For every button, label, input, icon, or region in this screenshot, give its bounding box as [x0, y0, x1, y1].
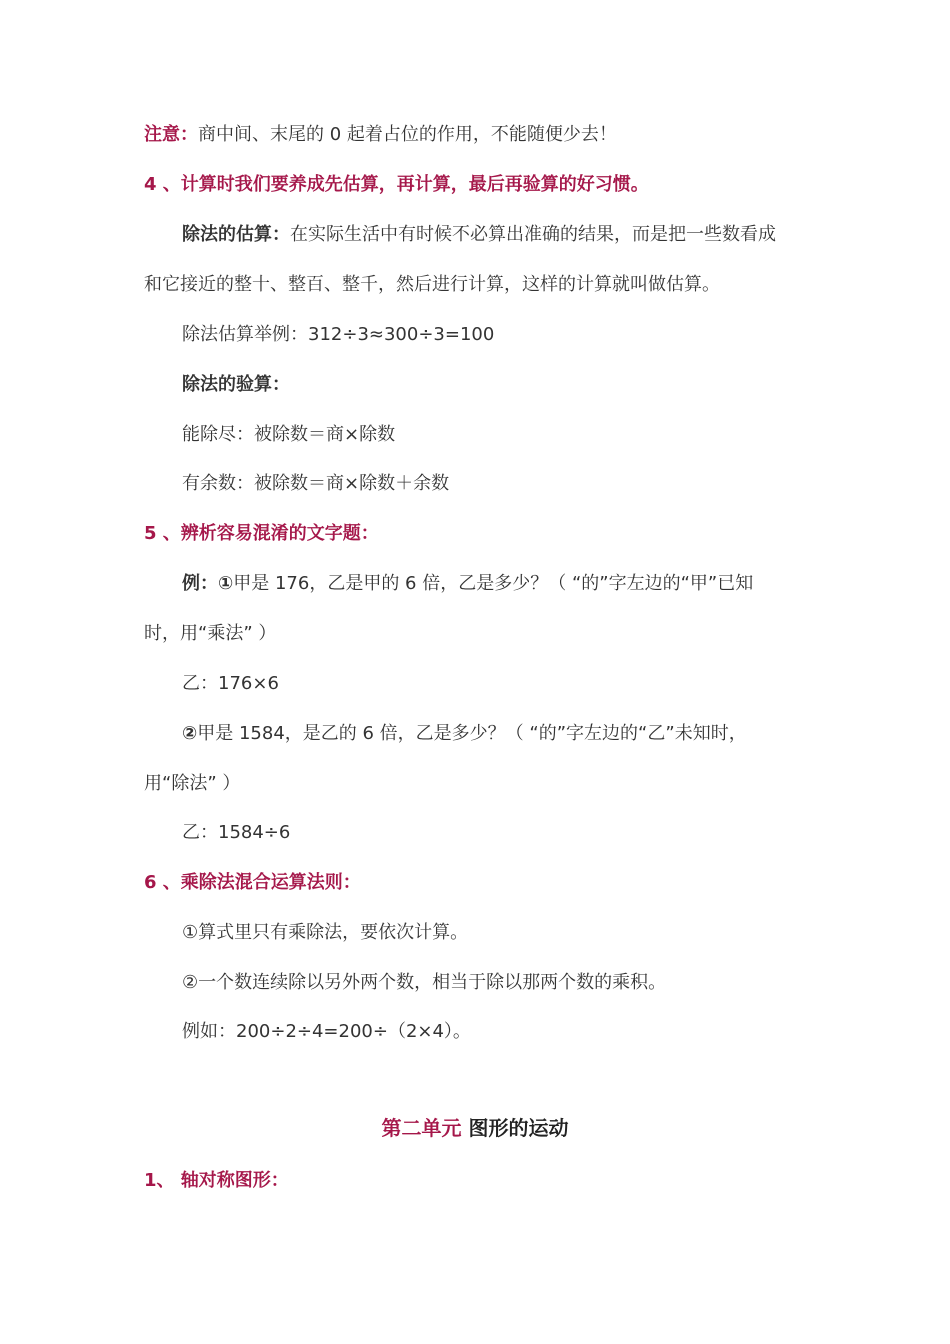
rule-example: 例如：200÷2÷4=200÷（2×4）。 [182, 1021, 471, 1042]
unit-title-name: 图形的运动 [461, 1116, 569, 1140]
example-2-mark: ② [182, 723, 198, 744]
example-2-answer: 乙：1584÷6 [182, 822, 291, 843]
unit-title [0, 1114, 950, 1142]
rule-1: ①算式里只有乘除法，要依次计算。 [182, 922, 469, 943]
note-label: 注意： [144, 124, 198, 145]
example-2-text-2: 用“除法” ） [144, 773, 241, 794]
rule-2: ②一个数连续除以另外两个数，相当于除以那两个数的乘积。 [182, 972, 667, 993]
estimation-text-2: 和它接近的整十、整百、整千，然后进行计算，这样的计算就叫做估算。 [144, 274, 720, 295]
estimation-text-1: 在实际生活中有时候不必算出准确的结果，而是把一些数看成 [290, 224, 776, 245]
note-line [144, 122, 617, 148]
example-1-line-1 [182, 571, 753, 597]
estimation-example: 除法估算举例：312÷3≈300÷3=100 [182, 324, 495, 345]
example-label: 例：① [182, 573, 234, 594]
estimation-label: 除法的估算： [182, 224, 290, 245]
note-text: 商中间、末尾的 0 起着占位的作用，不能随便少去！ [198, 124, 617, 145]
estimation-line-1 [182, 222, 776, 248]
heading-6: 6 、乘除法混合运算法则： [144, 872, 361, 893]
heading-5: 5 、辨析容易混淆的文字题： [144, 523, 379, 544]
check-rule-1: 能除尽：被除数＝商×除数 [182, 424, 396, 445]
example-1-text-2: 时，用“乘法” ） [144, 623, 277, 644]
example-1-answer: 乙：176×6 [182, 673, 279, 694]
heading-4: 4 、计算时我们要养成先估算，再计算，最后再验算的好习惯。 [144, 174, 649, 195]
example-2-text-1: 甲是 1584，是乙的 6 倍，乙是多少？（ “的”字左边的“乙”未知时， [197, 723, 747, 744]
unit-title-number: 第二单元 [381, 1116, 462, 1140]
example-2-line-1 [182, 721, 747, 747]
check-label: 除法的验算： [182, 374, 290, 395]
check-rule-2: 有余数：被除数＝商×除数＋余数 [182, 473, 450, 494]
unit-heading-1: 1、 轴对称图形： [144, 1170, 289, 1191]
example-1-text-1: 甲是 176，乙是甲的 6 倍，乙是多少？（ “的”字左边的“甲”已知 [233, 573, 754, 594]
